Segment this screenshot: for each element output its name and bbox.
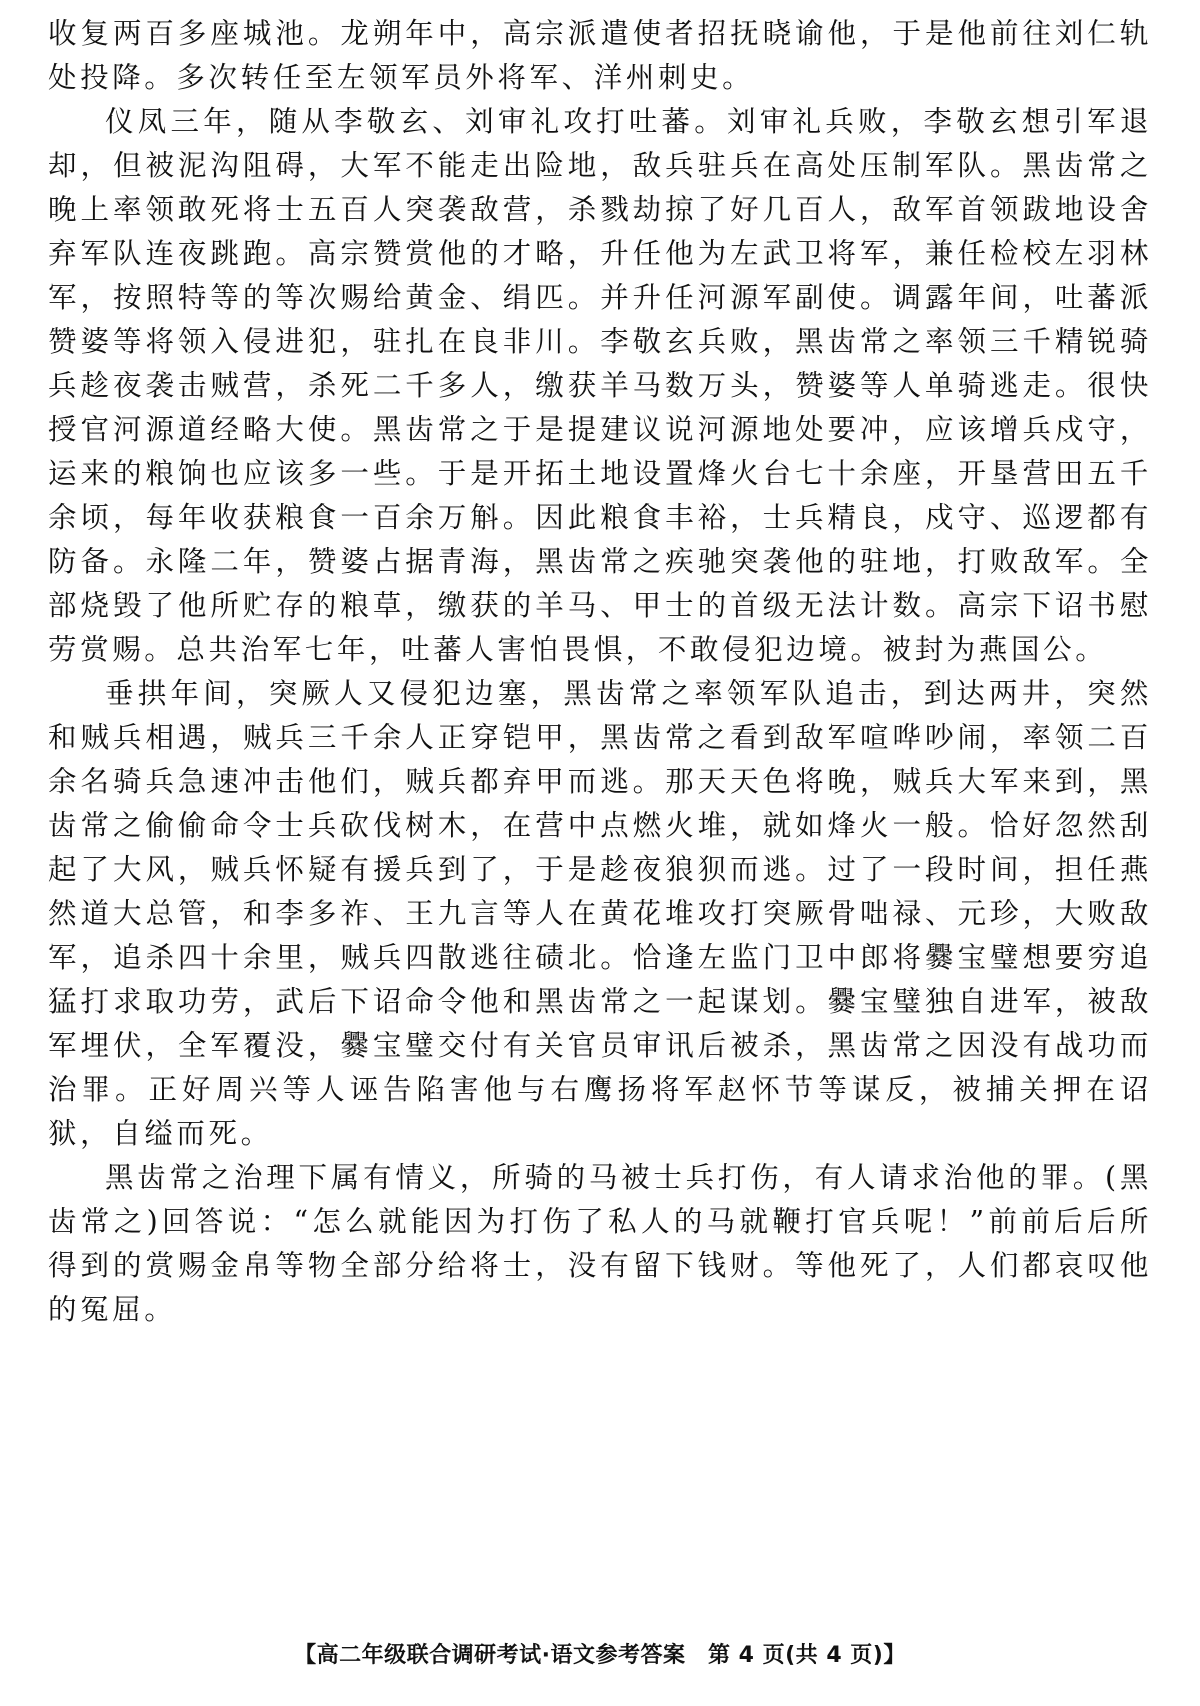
paragraph-3: 垂拱年间，突厥人又侵犯边塞，黑齿常之率领军队追击，到达两井，突然和贼兵相遇，贼兵三千余人正穿铠甲，黑齿常之看到敌军喧哗吵闹，率领二百余名骑兵急速冲击他们，贼兵都弃甲而逃。那天天色将晚，贼兵大军来到，黑齿常之偷偷命令士兵砍伐树木，在营中点燃火堆，就如烽火一般。恰好忽然刮起了大风，贼兵怀疑有援兵到了，于是趁夜狼狈而逃。过了一段时间，担任燕然道大总管，和李多祚、王九言等人在黄花堆攻打突厥骨咄禄、元珍，大败敌军，追杀四十余里，贼兵四散逃往碛北。恰逢左监门卫中郎将爨宝璧想要穷追猛打求取功劳，武后下诏命令他和黑齿常之一起谋划。爨宝璧独自进军，被敌军埋伏，全军覆没，爨宝璧交付有关官员审讯后被杀，黑齿常之因没有战功而治罪。正好周兴等人诬告陷害他与右鹰扬将军赵怀节等谋反，被捕关押在诏狱，自缢而死。 [48, 677, 1152, 1150]
document-body [48, 12, 1152, 1332]
paragraph-1: 收复两百多座城池。龙朔年中，高宗派遣使者招抚晓谕他，于是他前往刘仁轨处投降。多次转任至左领军员外将军、洋州刺史。 [48, 17, 1152, 94]
paragraph-2: 仪凤三年，随从李敬玄、刘审礼攻打吐蕃。刘审礼兵败，李敬玄想引军退却，但被泥沟阻碍，大军不能走出险地，敌兵驻兵在高处压制军队。黑齿常之晚上率领敢死将士五百人突袭敌营，杀戮劫掠了好几百人，敌军首领跋地设舍弃军队连夜跳跑。高宗赞赏他的才略，升任他为左武卫将军，兼任检校左羽林军，按照特等的等次赐给黄金、绢匹。并升任河源军副使。调露年间，吐蕃派赞婆等将领入侵进犯，驻扎在良非川。李敬玄兵败，黑齿常之率领三千精锐骑兵趁夜袭击贼营，杀死二千多人，缴获羊马数万头，赞婆等人单骑逃走。很快授官河源道经略大使。黑齿常之于是提建议说河源地处要冲，应该增兵戍守，运来的粮饷也应该多一些。于是开拓土地设置烽火台七十余座，开垦营田五千余顷，每年收获粮食一百余万斛。因此粮食丰裕，士兵精良，戍守、巡逻都有防备。永隆二年，赞婆占据青海，黑齿常之疾驰突袭他的驻地，打败敌军。全部烧毁了他所贮存的粮草，缴获的羊马、甲士的首级无法计数。高宗下诏书慰劳赏赐。总共治军七年，吐蕃人害怕畏惧，不敢侵犯边境。被封为燕国公。 [48, 105, 1152, 666]
page-footer: 【高二年级联合调研考试·语文参考答案 第 4 页(共 4 页)】 [294, 1643, 906, 1668]
paragraph-4: 黑齿常之治理下属有情义，所骑的马被士兵打伤，有人请求治他的罪。(黑齿常之)回答说：“怎么就能因为打伤了私人的马就鞭打官兵呢！”前前后后所得到的赏赐金帛等物全部分给将士，没有留下钱财。等他死了，人们都哀叹他的冤屈。 [48, 1161, 1152, 1326]
